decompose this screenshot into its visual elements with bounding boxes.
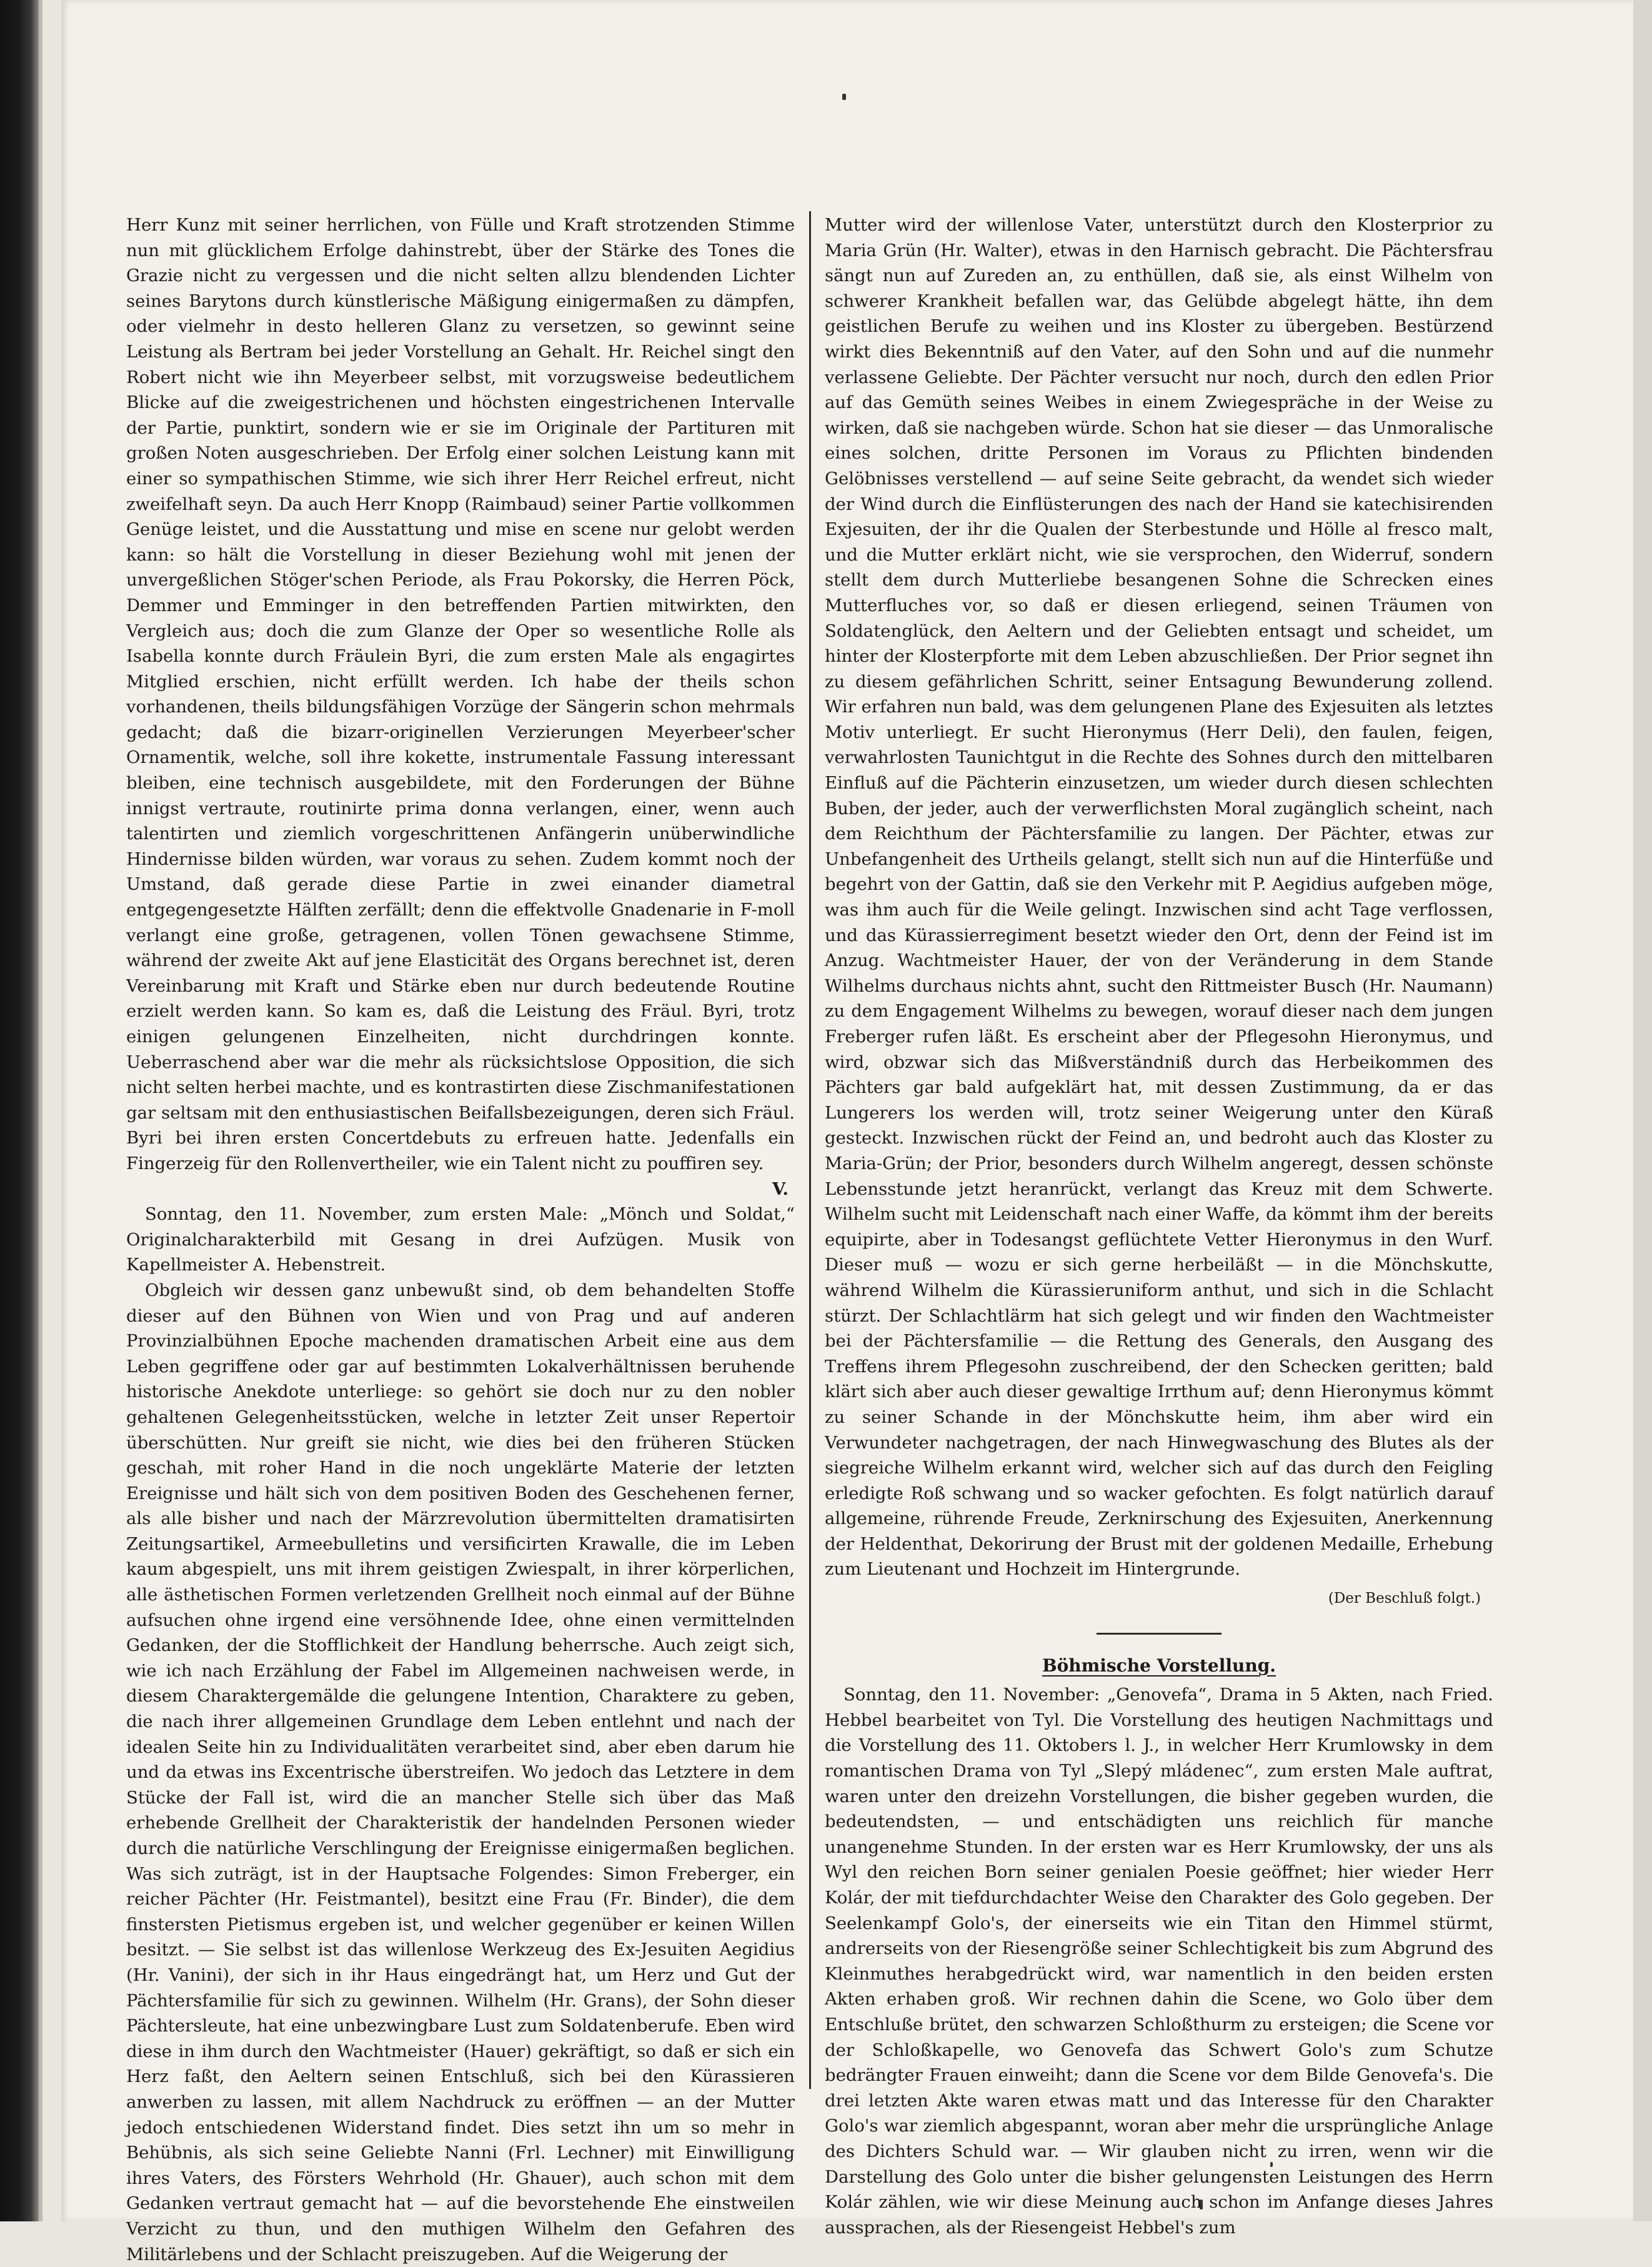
adjacent-page-edge [0, 0, 39, 2221]
article-paragraph: Herr Kunz mit seiner herrlichen, von Fülle und Kraft strotzenden Stimme nun mit glücklichem Erfolge dahinstrebt, über der Stärke des Tones die Grazie nicht zu vergessen und die nicht selten allzu blendenden Lichter seines Barytons durch künstlerische Mäßigung einigermaßen zu dämpfen, oder vielmehr in desto helleren Glanz zu versetzen, so gewinnt seine Leistung als Bertram bei jeder Vorstellung an Gehalt. Hr. Reichel singt den Robert nicht wie ihn Meyerbeer selbst, mit vorzugsweise bedeutlichem Blicke auf die zweigestrichenen und höchsten eingestrichenen Intervalle der Partie, punktirt, sondern wie er sie im Originale der Partituren mit großen Noten ausgeschrieben. Der Erfolg einer solchen Leistung kann mit einer so sympathischen Stimme, wie sich ihrer Herr Reichel erfreut, nicht zweifelhaft seyn. Da auch Herr Knopp (Raimbaud) seiner Partie vollkommen Genüge leistet, und die Ausstattung und mise en scene nur gelobt werden kann: so hält die Vorstellung in dieser Beziehung wohl mit jenen der unvergeßlichen Stöger'schen Periode, als Frau Pokorsky, die Herren Pöck, Demmer und Emminger in den betreffenden Partien mitwirkten, den Vergleich aus; doch die zum Glanze der Oper so wesentliche Rolle als Isabella konnte durch Fräulein Byri, die zum ersten Male als engagirtes Mitglied erschien, nicht erfüllt werden. Ich habe der theils schon vorhandenen, theils bildungsfähigen Vorzüge der Sängerin schon mehrmals gedacht; daß die bizarr-originellen Verzierungen Meyerbeer'scher Ornamentik, welche, soll ihre kokette, instrumentale Fassung interessant bleiben, eine technisch ausgebildete, mit den Forderungen der Bühne innigst vertraute, routinirte prima donna verlangen, einer, wenn auch talentirten und ziemlich vorgeschrittenen Anfängerin unüberwindliche Hindernisse bilden würden, war voraus zu sehen. Zudem kommt noch der Umstand, daß gerade diese Partie in zwei einander diametral entgegengesetzte Hälften zerfällt; denn die effektvolle Gnadenarie in F-moll verlangt eine große, getragenen, vollen Tönen gewachsene Stimme, während der zweite Akt auf jene Elasticität des Organs berechnet ist, deren Vereinbarung mit Kraft und Stärke eben nur durch bedeutende Routine erzielt werden kann. So kam es, daß die Leistung des Fräul. Byri, trotz einigen gelungenen Einzelheiten, nicht durchdringen konnte. Ueberraschend aber war die mehr als rücksichtslose Opposition, die sich nicht selten herbei machte, und es kontrastirten diese Zischmanifestationen gar seltsam mit den enthusiastischen Beifallsbezeigungen, deren sich Fräul. Byri bei ihren ersten Concertdebuts zu erfreuen hatte. Jedenfalls ein Fingerzeig für den Rollenvertheiler, wie ein Talent nicht zu pouffiren sey. [126, 215, 795, 1173]
section-divider [1097, 1633, 1222, 1635]
continuation-note: (Der Beschluß folgt.) [1328, 1590, 1481, 1607]
section-heading: Böhmische Vorstellung. [1042, 1655, 1276, 1676]
ink-speck [842, 94, 846, 100]
article-paragraph: Sonntag, den 11. November: „Genovefa“, Drama in 5 Akten, nach Fried. Hebbel bearbeitet von Tyl. Die Vorstellung des heutigen Nachmittags und die Vorstellung des 11. Oktobers l. J., in welcher Herr Krumlowsky in dem romantischen Drama von Tyl „Slepý mládenec“, zum ersten Male auftrat, waren unter den dreizehn Vorstellungen, die bisher gegeben wurden, die bedeutendsten, — und entschädigten uns reichlich für manche unangenehme Stunden. In der ersten war es Herr Krumlowsky, der uns als Wyl den reichen Born seiner genialen Poesie geöffnet; hier wieder Herr Kolár, der mit tiefdurchdachter Weise den Charakter des Golo gegeben. Der Seelenkampf Golo's, der einerseits wie ein Titan den Himmel stürmt, andrerseits von der Riesengröße seiner Schlechtigkeit bis zum Abgrund des Kleinmuthes herabgedrückt wird, war namentlich in den beiden ersten Akten erhaben groß. Wir rechnen dahin die Scene, wo Golo über dem Entschluße brütet, den schwarzen Schloßthurm zu ersteigen; die Scene vor der Schloßkapelle, wo Genovefa das Schwert Golo's zum Schutze bedrängter Frauen einweiht; dann die Scene vor dem Bilde Genovefa's. Die drei letzten Akte waren etwas matt und das Interesse für den Charakter Golo's war ziemlich abgespannt, woran aber mehr die ursprüngliche Anlage des Dichters Schuld war. — Wir glauben nicht zu irren, wenn wir die Darstellung des Golo unter die bisher gelungensten Leistungen des Herrn Kolár zählen, wie wir diese Meinung auch schon im Anfange dieses Jahres aussprachen, als der Riesengeist Hebbel's zum [825, 1685, 1493, 2238]
article-paragraph: Obgleich wir dessen ganz unbewußt sind, ob dem behandelten Stoffe dieser auf den Bühnen von Wien und von Prag und auf anderen Provinzialbühnen Epoche machenden dramatischen Arbeit eine aus dem Leben gegriffene oder gar auf bestimmten Lokalverhältnissen beruhende historische Anekdote unterliege: so gehört sie doch nur zu den nobler gehaltenen Gelegenheitsstücken, welche in letzter Zeit unser Repertoir überschütten. Nur greift sie nicht, wie dies bei den früheren Stücken geschah, mit roher Hand in die noch ungeklärte Materie der letzten Ereignisse und hält sich von dem positiven Boden des Geschehenen ferner, als alle bisher und nach der Märzrevolution übermittelten dramatisirten Zeitungsartikel, Armeebulletins und versificirten Krawalle, die im Leben kaum abgespielt, uns mit ihrem geistigen Zwiespalt, in ihrer körperlichen, alle ästhetischen Formen verletzenden Grellheit noch einmal auf der Bühne aufsuchen ohne irgend eine versöhnende Idee, ohne einen vermittelnden Gedanken, der die Stofflichkeit der Handlung beherrsche. Auch zeigt sich, wie ich nach Erzählung der Fabel im Allgemeinen nachweisen werde, in diesem Charaktergemälde die gelungene Intention, Charaktere zu geben, die nach ihrer allgemeinen Grundlage dem Leben entlehnt und nach der idealen Seite hin zu Individualitäten verarbeitet sind, aber eben darum hie und da etwas ins Excentrische überstreifen. Wo jedoch das Letztere in dem Stücke der Fall ist, wird die an mancher Stelle sich über das Maß erhebende Grellheit der Charakteristik der handelnden Personen wieder durch die natürliche Verschlingung der Ereignisse einigermaßen beglichen. Was sich zuträgt, ist in der Hauptsache Folgendes: Simon Freberger, ein reicher Pächter (Hr. Feistmantel), besitzt eine Frau (Fr. Binder), die dem finstersten Pietismus ergeben ist, und welcher gegenüber er keinen Willen besitzt. — Sie selbst ist das willenlose Werkzeug des Ex-Jesuiten Aegidius (Hr. Vanini), der sich in ihr Haus eingedrängt hat, um Herz und Gut der Pächtersfamilie für sich zu gewinnen. Wilhelm (Hr. Grans), der Sohn dieser Pächtersleute, hat eine unbezwingbare Lust zum Soldatenberufe. Eben wird diese in ihm durch den Wachtmeister (Hauer) gekräftigt, so daß er sich ein Herz faßt, den Aeltern seinen Entschluß, sich bei den Kürassieren anwerben zu lassen, mit allem Nachdruck zu eröffnen — an der Mutter jedoch entschiedenen Widerstand findet. Dies setzt ihn um so mehr in Behübnis, als sich seine Geliebte Nanni (Frl. Lechner) mit Einwilligung ihres Vaters, des Försters Wehrhold (Hr. Ghauer), auch schon mit dem Gedanken vertraut gemacht hat — auf die bevorstehende Ehe einstweilen Verzicht zu thun, und den muthigen Wilhelm den Gefahren des Militärlebens und der Schlacht preiszugeben. Auf die Weigerung der [126, 1280, 795, 2265]
author-signature: V. [772, 1178, 789, 1199]
right-column [825, 212, 1493, 2240]
article-paragraph: Mutter wird der willenlose Vater, unterstützt durch den Klosterprior zu Maria Grün (Hr. Walter), etwas in den Harnisch gebracht. Die Pächtersfrau sängt nun auf Zureden an, zu enthüllen, daß sie, als einst Wilhelm von schwerer Krankheit befallen war, das Gelübde abgelegt hätte, ihn dem geistlichen Berufe zu weihen und ins Kloster zu übergeben. Bestürzend wirkt dies Bekenntniß auf den Vater, auf den Sohn und auf die nunmehr verlassene Geliebte. Der Pächter versucht nur noch, durch den edlen Prior auf das Gemüth seines Weibes in einem Zwiegespräche in der Weise zu wirken, daß sie nachgeben würde. Schon hat sie dieser — das Unmoralische eines solchen, dritte Personen im Voraus zu Pflichten bindenden Gelöbnisses verstellend — auf seine Seite gebracht, da wendet sich wieder der Wind durch die Einflüsterungen des nach der Hand sie katechisirenden Exjesuiten, der ihr die Qualen der Sterbestunde und Hölle al fresco malt, und die Mutter erklärt nicht, wie sie versprochen, den Widerruf, sondern stellt dem durch Mutterliebe besangenen Sohne die Schrecken eines Mutterfluches vor, so daß er diesen erliegend, seinen Träumen von Soldatenglück, den Aeltern und der Geliebten entsagt und scheidet, um hinter der Klosterpforte mit dem Leben abzuschließen. Der Prior segnet ihn zu diesem gefährlichen Schritt, seiner Entsagung Bewunderung zollend. Wir erfahren nun bald, was dem gelungenen Plane des Exjesuiten als letztes Motiv unterliegt. Er sucht Hieronymus (Herr Deli), den faulen, feigen, verwahrlosten Taunichtgut in die Rechte des Sohnes durch den mittelbaren Einfluß auf die Pächterin einzusetzen, um wieder durch diesen schlechten Buben, der jeder, auch der verwerflichsten Moral zugänglich scheint, nach dem Reichthum der Pächtersfamilie zu langen. Der Pächter, etwas zur Unbefangenheit des Urtheils gelangt, stellt sich nun auf die Hinterfüße und begehrt von der Gattin, daß sie den Verkehr mit P. Aegidius aufgeben möge, was ihm auch für die Weile gelingt. Inzwischen sind acht Tage verflossen, und das Kürassierregiment besetzt wieder den Ort, denn der Feind ist im Anzug. Wachtmeister Hauer, der von der Veränderung in dem Stande Wilhelms durchaus nichts ahnt, sucht den Rittmeister Busch (Hr. Naumann) zu dem Engagement Wilhelms zu bewegen, worauf dieser nach dem jungen Freberger rufen läßt. Es erscheint aber der Pflegesohn Hieronymus, und wird, obzwar sich das Mißverständniß durch das Herbeikommen des Pächters gar bald aufgeklärt hat, mit dessen Zustimmung, da er das Lungerers los werden will, trotz seiner Weigerung unter den Küraß gesteckt. Inzwischen rückt der Feind an, und bedroht auch das Kloster zu Maria-Grün; der Prior, besonders durch Wilhelm angeregt, dessen schönste Lebensstunde jetzt heranrückt, verlangt das Kreuz mit dem Schwerte. Wilhelm sucht mit Leidenschaft nach einer Waffe, da kömmt ihm der bereits equipirte, aber in Todesangst geflüchtete Vetter Hieronymus in den Wurf. Dieser muß — wozu er sich gerne herbeiläßt — in die Mönchskutte, während Wilhelm die Kürassieruniform anthut, und sich in die Schlacht stürzt. Der Schlachtlärm hat sich gelegt und wir finden den Wachtmeister bei der Pächtersfamilie — die Rettung des Generals, den Ausgang des Treffens ihrem Pflegesohn zuschreibend, der den Schecken geritten; bald klärt sich aber auch dieser gewaltige Irrthum auf; denn Hieronymus kömmt zu seiner Schande in der Mönchskutte heim, ihm aber wird ein Verwundeter nachgetragen, der nach Hinwegwaschung des Blutes als der siegreiche Wilhelm erkannt wird, welcher sich auf das durch den Feigling erledigte Roß schwang und so wacker gefochten. Es folgt natürlich darauf allgemeine, rührende Freude, Zerknirschung des Exjesuiten, Anerkennung der Heldenthat, Dekorirung der Brust mit der goldenen Medaille, Erhebung zum Lieutenant und Hochzeit im Hintergrunde. [825, 215, 1493, 1580]
article-paragraph: Sonntag, den 11. November, zum ersten Male: „Mönch und Soldat,“ Originalcharakterbild mit Gesang in drei Aufzügen. Musik von Kapellmeister A. Hebenstreit. [126, 1204, 795, 1275]
page-gutter [39, 0, 42, 2221]
left-column [126, 212, 795, 2267]
page-margin-right [1633, 0, 1652, 2221]
column-divider [809, 211, 811, 2089]
